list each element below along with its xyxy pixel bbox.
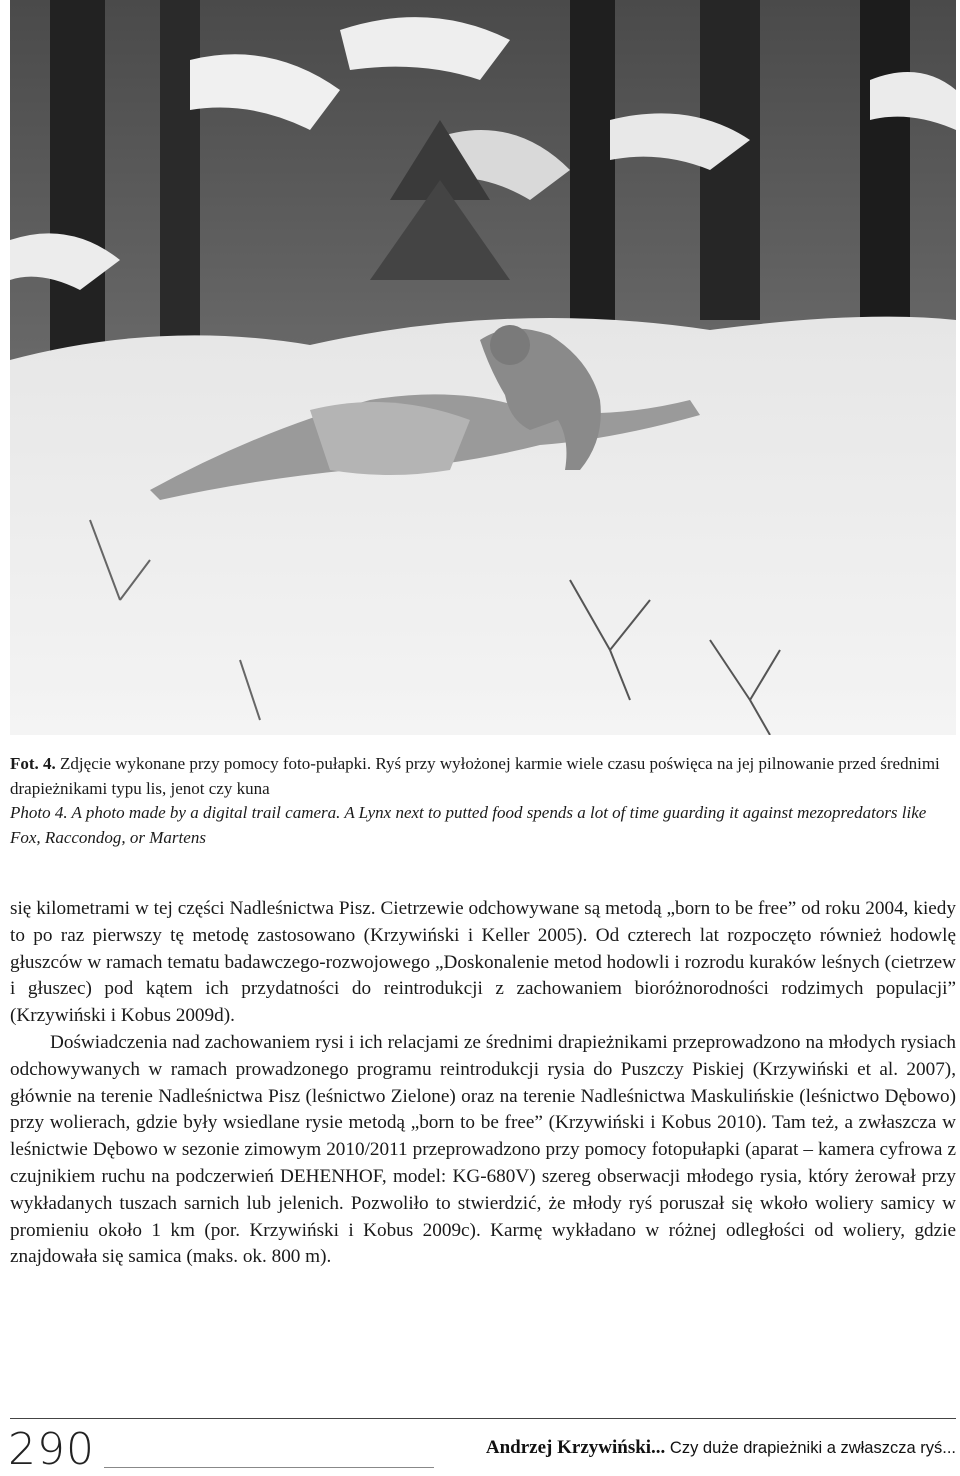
- footer-line: [104, 1467, 434, 1468]
- caption-polish: [10, 752, 956, 801]
- running-head: [486, 1434, 956, 1461]
- caption-label: Fot. 4.: [10, 754, 56, 773]
- caption-polish-text: Zdjęcie wykonane przy pomocy foto-pułapki. Ryś przy wyłożonej karmie wiele czasu poświęca na jej pilnowanie przed średnimi drapieżnikami typu lis, jenot czy kuna: [10, 754, 940, 798]
- caption-english: Photo 4. A photo made by a digital trail camera. A Lynx next to putted food spends a lot of time guarding it against mezopredators like Fox, Raccondog, or Martens: [10, 803, 927, 847]
- body-text: [10, 896, 956, 1271]
- figure-caption: [10, 752, 956, 850]
- paragraph-1: się kilometrami w tej części Nadleśnictwa Pisz. Cietrzewie odchowywane są metodą „born to be free” od roku 2004, kiedy to po raz pierwszy tę metodę zastosowano (Krzywiński i Keller 2005). Od czterech lat rozpoczęto również hodowlę głuszców w ramach tematu badawczego-rozwojowego „Doskonalenie metod hodowli i rozrodu kuraków leśnych (cietrzew i głuszec) pod kątem ich przydatności do reintrodukcji z zachowaniem bioróżnorodności rodzimych populacji” (Krzywiński i Kobus 2009d).: [10, 898, 956, 1027]
- footer-rule: [10, 1418, 956, 1419]
- page-number: 290: [8, 1424, 95, 1475]
- trail-camera-photo-lynx-in-snow: [10, 0, 956, 735]
- running-head-title: Czy duże drapieżniki a zwłaszcza ryś...: [665, 1439, 956, 1457]
- running-head-author: Andrzej Krzywiński...: [485, 1437, 666, 1458]
- paragraph-2: Doświadczenia nad zachowaniem rysi i ich relacjami ze średnimi drapieżnikami przeprowadzono na młodych rysiach odchowywanych w ramach prowadzonego programu reintrodukcji rysia do Puszczy Piskiej (Krzywiński et al. 2007), głównie na terenie Nadleśnictwa Pisz (leśnictwo Zielone) oraz na terenie Nadleśnictwa Maskulińskie (leśnictwo Dębowo) przy wolierach, gdzie były wsiedlane rysie metodą „born to be free” (Krzywiński i Kobus 2010). Tam też, a zwłaszcza w leśnictwie Dębowo w sezonie zimowym 2010/2011 przeprowadzono przy pomocy fotopułapki (aparat – kamera cyfrowa z czujnikiem ruchu na podczerwień DEHENHOF, model: KG-680V) szereg obserwacji młodego rysia, który żerował przy wykładanych tuszach sarnich lub jelenich. Pozwoliło to stwierdzić, że młody ryś poruszał się wkoło woliery samicy w promieniu około 1 km (por. Krzywiński i Kobus 2009c). Karmę wykładano w różnej odległości od woliery, gdzie znajdowała się samica (maks. ok. 800 m).: [10, 1031, 956, 1268]
- lynx-trail-camera-photo: [10, 0, 956, 735]
